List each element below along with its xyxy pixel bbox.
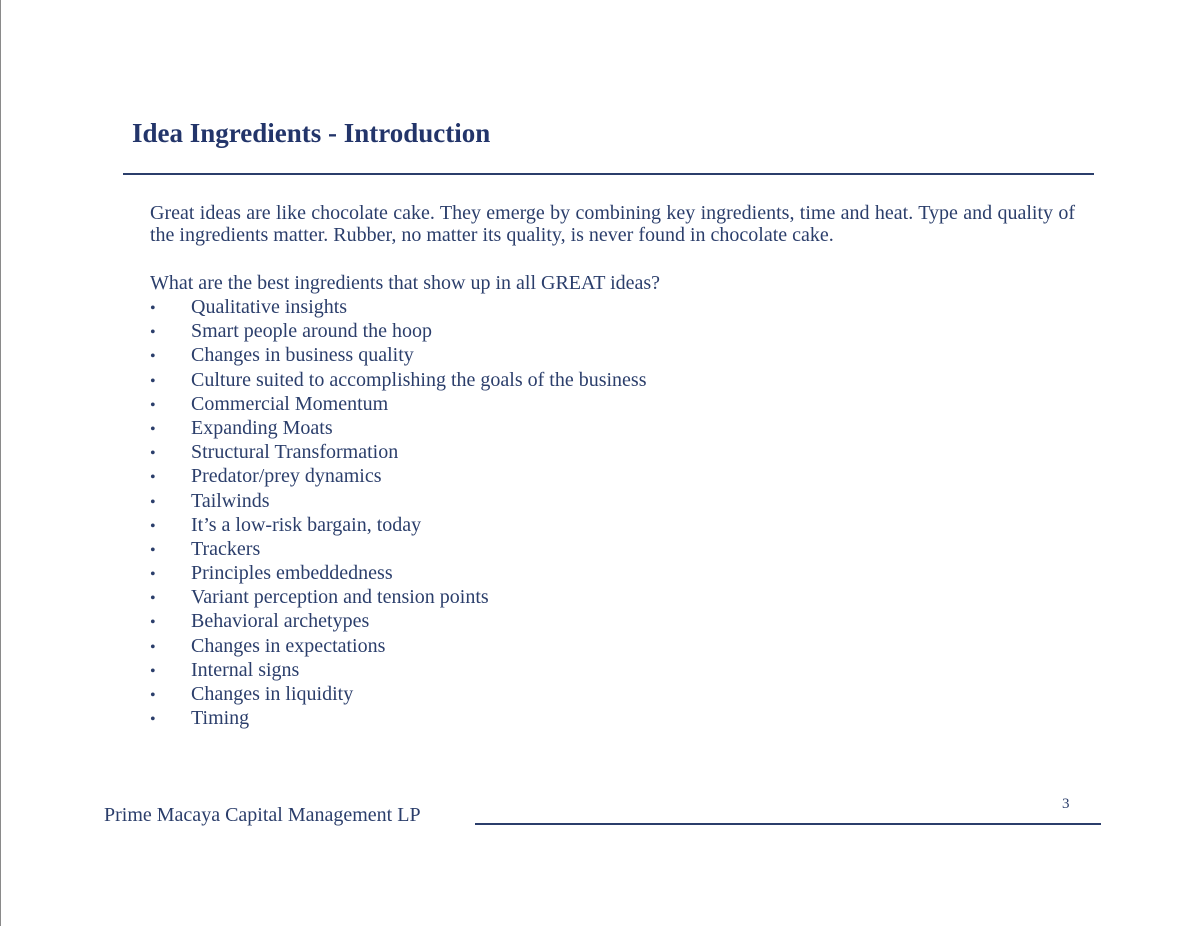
page-edge-line (0, 0, 1, 926)
bullet-icon (150, 515, 191, 539)
bullet-icon (150, 708, 191, 732)
ingredient-item (150, 319, 647, 343)
bullet-icon (150, 491, 191, 515)
ingredient-item (150, 634, 647, 658)
bullet-icon (150, 370, 191, 394)
bullet-icon (150, 321, 191, 345)
title-divider (123, 173, 1094, 175)
intro-paragraph: Great ideas are like chocolate cake. They emerge by combining key ingredients, time and heat. Type and quality of the ingredients matter. Rubber, no matter its quality, is never found in chocolate cake. (150, 202, 1075, 246)
bullet-icon (150, 466, 191, 490)
ingredient-label: Smart people around the hoop (191, 320, 433, 343)
slide-title: Idea Ingredients - Introduction (132, 118, 491, 148)
ingredient-item (150, 464, 647, 488)
ingredient-label: Changes in business quality (191, 344, 414, 367)
ingredient-label: Structural Transformation (191, 441, 399, 464)
ingredient-label: Expanding Moats (191, 416, 333, 439)
ingredient-item (150, 368, 647, 392)
ingredient-label: Trackers (191, 537, 261, 560)
ingredient-item (150, 537, 647, 561)
ingredient-item (150, 295, 647, 319)
ingredient-label: Behavioral archetypes (191, 610, 370, 633)
ingredient-item (150, 416, 647, 440)
ingredient-item (150, 585, 647, 609)
ingredient-item (150, 561, 647, 585)
ingredient-label: It’s a low-risk bargain, today (191, 513, 422, 536)
ingredient-label: Qualitative insights (191, 296, 348, 318)
ingredient-label: Internal signs (191, 658, 300, 681)
ingredient-item (150, 609, 647, 633)
ingredient-item (150, 706, 647, 730)
ingredient-label: Commercial Momentum (191, 392, 389, 415)
ingredient-label: Predator/prey dynamics (191, 465, 382, 488)
ingredient-item (150, 392, 647, 416)
ingredient-item (150, 343, 647, 367)
bullet-icon (150, 418, 191, 442)
bullet-icon (150, 297, 191, 321)
bullet-icon (150, 394, 191, 418)
bullet-icon (150, 587, 191, 611)
bullet-icon (150, 660, 191, 684)
ingredient-item (150, 682, 647, 706)
ingredient-label: Changes in expectations (191, 634, 386, 657)
ingredients-question: What are the best ingredients that show up in all GREAT ideas? (150, 272, 661, 294)
ingredient-item (150, 513, 647, 537)
ingredient-label: Variant perception and tension points (191, 586, 489, 609)
ingredient-label: Principles embeddedness (191, 562, 393, 585)
ingredient-label: Culture suited to accomplishing the goals of the business (191, 368, 647, 391)
ingredient-label: Timing (191, 707, 250, 730)
bullet-icon (150, 611, 191, 635)
bullet-icon (150, 684, 191, 708)
bullet-icon (150, 345, 191, 369)
footer-divider (475, 823, 1101, 825)
footer-company-name: Prime Macaya Capital Management LP (104, 804, 421, 826)
ingredient-item (150, 658, 647, 682)
bullet-icon (150, 442, 191, 466)
ingredient-label: Tailwinds (191, 489, 270, 512)
bullet-icon (150, 563, 191, 587)
ingredient-item (150, 440, 647, 464)
page-number: 3 (1062, 796, 1070, 812)
ingredient-list (150, 295, 647, 730)
ingredient-item (150, 489, 647, 513)
bullet-icon (150, 636, 191, 660)
bullet-icon (150, 539, 191, 563)
ingredient-label: Changes in liquidity (191, 683, 354, 705)
